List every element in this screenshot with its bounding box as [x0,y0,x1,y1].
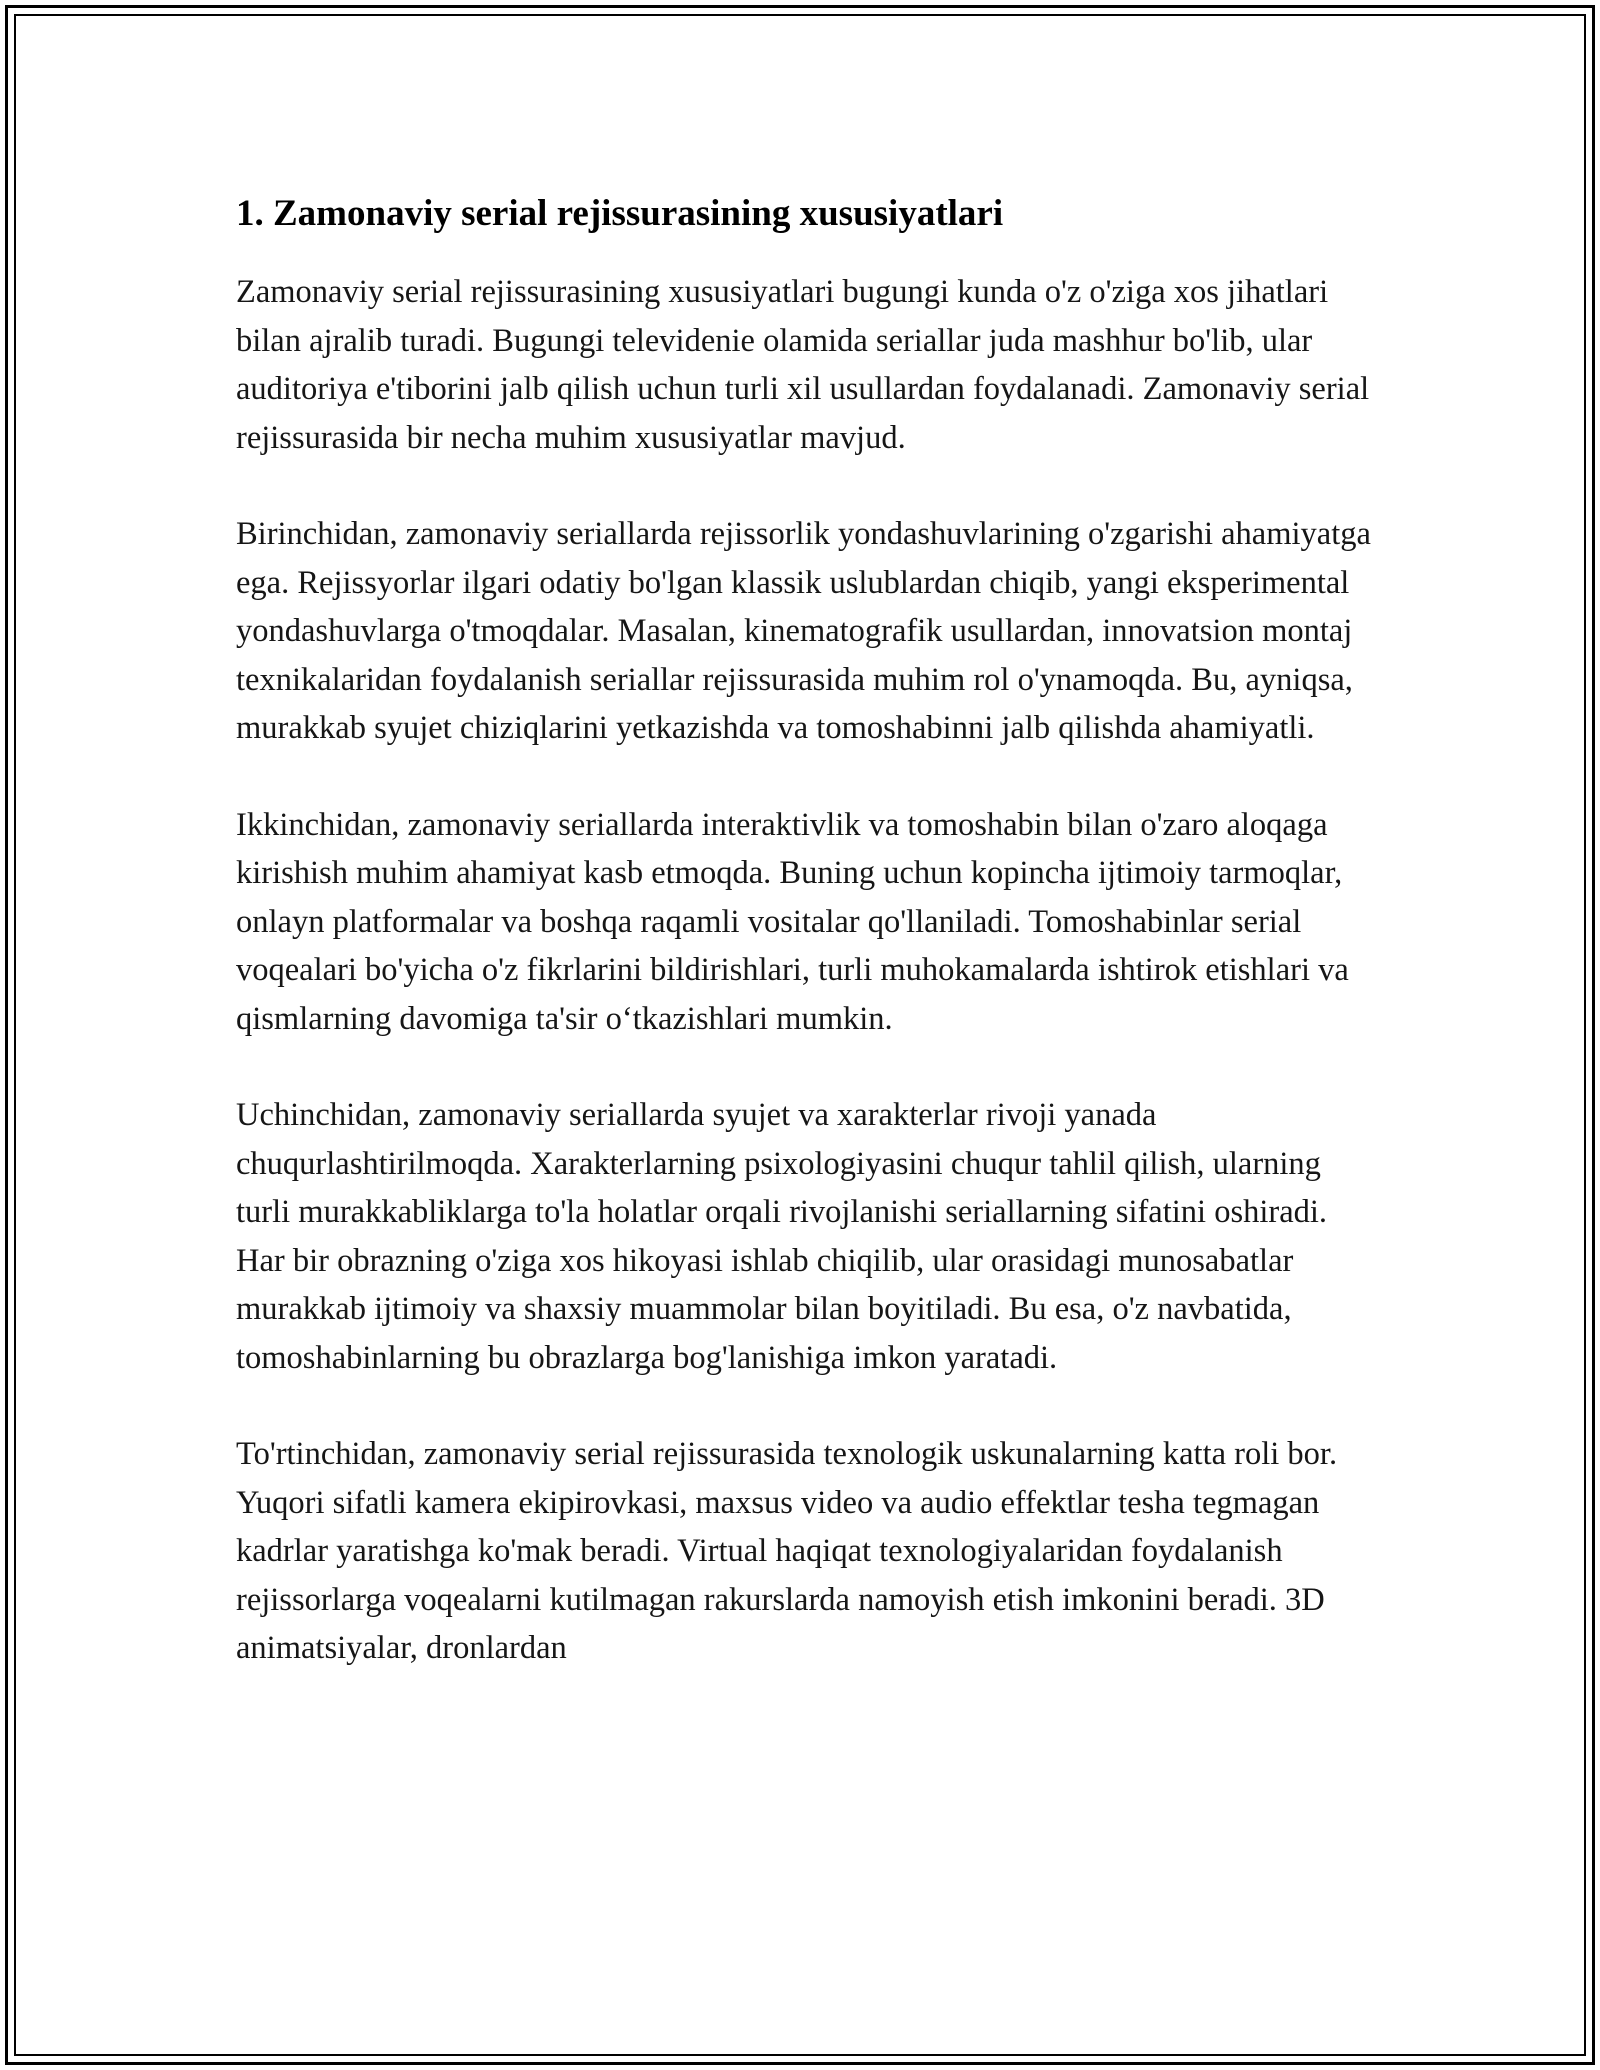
document-body [236,186,1376,1721]
section-heading: 1. Zamonaviy serial rejissurasining xususiyatlari [236,193,1004,234]
paragraph-third-point: Uchinchidan, zamonaviy seriallarda syujet va xarakterlar rivoji yanada chuqurlashtirilmoqda. Xarakterlarning psixologiyasini chuqur tahlil qilish, ularning turli murakkabliklarga to'la holatlar orqali rivojlanishi seriallarning sifatini oshiradi. Har bir obrazning o'ziga xos hikoyasi ishlab chiqilib, ular orasidagi munosabatlar murakkab ijtimoiy va shaxsiy muammolar bilan boyitiladi. Bu esa, o'z navbatida, tomoshabinlarning bu obrazlarga bog'lanishiga imkon yaratadi. [236,1097,1328,1376]
paragraph-first-point: Birinchidan, zamonaviy seriallarda rejissorlik yondashuvlarining o'zgarishi ahamiyatga ega. Rejissyorlar ilgari odatiy bo'lgan klassik uslublardan chiqib, yangi eksperimental yondashuvlarga o'tmoqdalar. Masalan, kinematografik usullardan, innovatsion montaj texnikalaridan foydalanish seriallar rejissurasida muhim rol o'ynamoqda. Bu, ayniqsa, murakkab syujet chiziqlarini yetkazishda va tomoshabinni jalb qilishda ahamiyatli. [236,516,1371,746]
paragraph-intro: Zamonaviy serial rejissurasining xususiyatlari bugungi kunda o'z o'ziga xos jihatlari bilan ajralib turadi. Bugungi televidenie olamida seriallar juda mashhur bo'lib, ular auditoriya e'tiborini jalb qilish uchun turli xil usullardan foydalanadi. Zamonaviy serial rejissurasida bir necha muhim xususiyatlar mavjud. [236,274,1370,456]
paragraph-fourth-point: To'rtinchidan, zamonaviy serial rejissurasida texnologik uskunalarning katta roli bor. Yuqori sifatli kamera ekipirovkasi, maxsus video va audio effektlar tesha tegmagan kadrlar yaratishga ko'mak beradi. Virtual haqiqat texnologiyalaridan foydalanish rejissorlarga voqealarni kutilmagan rakurslarda namoyish etish imkonini beradi. 3D animatsiyalar, dronlardan [236,1436,1338,1666]
paragraph-second-point: Ikkinchidan, zamonaviy seriallarda interaktivlik va tomoshabin bilan o'zaro aloqaga kirishish muhim ahamiyat kasb etmoqda. Buning uchun kopincha ijtimoiy tarmoqlar, onlayn platformalar va boshqa raqamli vositalar qo'llaniladi. Tomoshabinlar serial voqealari bo'yicha o'z fikrlarini bildirishlari, turli muhokamalarda ishtirok etishlari va qismlarning davomiga ta'sir o‘tkazishlari mumkin. [236,806,1349,1037]
